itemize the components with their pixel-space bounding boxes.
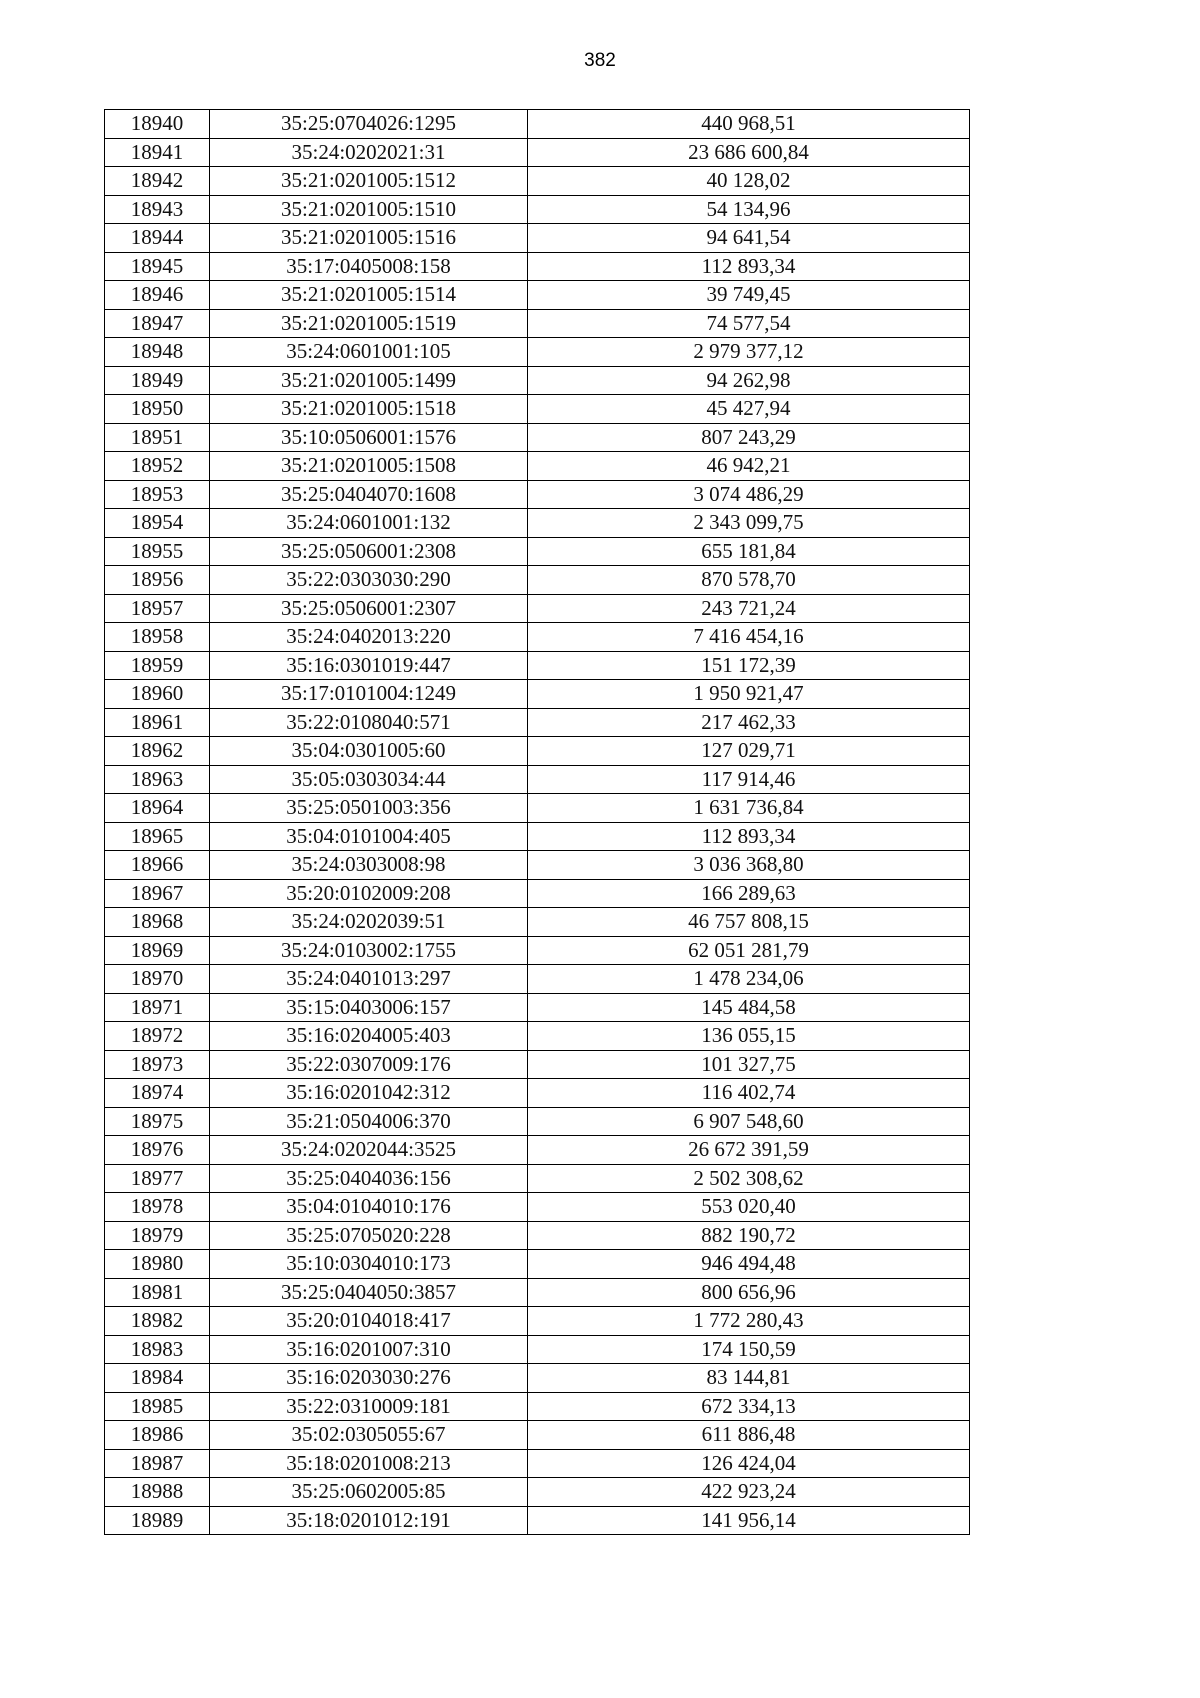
row-number-cell: 18977: [105, 1164, 210, 1193]
row-number-cell: 18947: [105, 309, 210, 338]
cadastral-number-cell: 35:24:0601001:132: [210, 509, 528, 538]
cadastral-number-cell: 35:24:0202039:51: [210, 908, 528, 937]
cadastral-number-cell: 35:10:0506001:1576: [210, 423, 528, 452]
cadastral-number-cell: 35:16:0301019:447: [210, 651, 528, 680]
cadastral-number-cell: 35:05:0303034:44: [210, 765, 528, 794]
table-row: [105, 1335, 970, 1364]
cadastral-number-cell: 35:21:0201005:1518: [210, 395, 528, 424]
cadastral-value-cell: 116 402,74: [528, 1079, 970, 1108]
row-number-cell: 18940: [105, 110, 210, 139]
table-row: [105, 936, 970, 965]
row-number-cell: 18972: [105, 1022, 210, 1051]
row-number-cell: 18955: [105, 537, 210, 566]
cadastral-number-cell: 35:04:0104010:176: [210, 1193, 528, 1222]
table-body: [105, 110, 970, 1535]
table-row: [105, 737, 970, 766]
cadastral-number-cell: 35:24:0401013:297: [210, 965, 528, 994]
row-number-cell: 18986: [105, 1421, 210, 1450]
table-row: [105, 651, 970, 680]
cadastral-value-cell: 243 721,24: [528, 594, 970, 623]
cadastral-number-cell: 35:16:0201042:312: [210, 1079, 528, 1108]
row-number-cell: 18974: [105, 1079, 210, 1108]
row-number-cell: 18953: [105, 480, 210, 509]
cadastral-value-cell: 23 686 600,84: [528, 138, 970, 167]
cadastral-value-cell: 2 502 308,62: [528, 1164, 970, 1193]
cadastral-value-cell: 112 893,34: [528, 822, 970, 851]
cadastral-number-cell: 35:24:0303008:98: [210, 851, 528, 880]
row-number-cell: 18973: [105, 1050, 210, 1079]
table-row: [105, 423, 970, 452]
row-number-cell: 18942: [105, 167, 210, 196]
row-number-cell: 18948: [105, 338, 210, 367]
table-row: [105, 879, 970, 908]
row-number-cell: 18941: [105, 138, 210, 167]
table-row: [105, 281, 970, 310]
cadastral-value-cell: 3 074 486,29: [528, 480, 970, 509]
cadastral-number-cell: 35:20:0102009:208: [210, 879, 528, 908]
cadastral-number-cell: 35:17:0405008:158: [210, 252, 528, 281]
cadastral-value-cell: 26 672 391,59: [528, 1136, 970, 1165]
row-number-cell: 18956: [105, 566, 210, 595]
cadastral-number-cell: 35:24:0601001:105: [210, 338, 528, 367]
cadastral-number-cell: 35:21:0201005:1512: [210, 167, 528, 196]
row-number-cell: 18952: [105, 452, 210, 481]
table-row: [105, 1364, 970, 1393]
table-row: [105, 566, 970, 595]
cadastral-number-cell: 35:25:0404036:156: [210, 1164, 528, 1193]
cadastral-number-cell: 35:10:0304010:173: [210, 1250, 528, 1279]
table-row: [105, 509, 970, 538]
row-number-cell: 18944: [105, 224, 210, 253]
cadastral-number-cell: 35:22:0303030:290: [210, 566, 528, 595]
cadastral-number-cell: 35:25:0704026:1295: [210, 110, 528, 139]
table-row: [105, 680, 970, 709]
row-number-cell: 18968: [105, 908, 210, 937]
row-number-cell: 18949: [105, 366, 210, 395]
row-number-cell: 18943: [105, 195, 210, 224]
cadastral-number-cell: 35:16:0204005:403: [210, 1022, 528, 1051]
cadastral-value-cell: 1 772 280,43: [528, 1307, 970, 1336]
table-row: [105, 1421, 970, 1450]
cadastral-number-cell: 35:15:0403006:157: [210, 993, 528, 1022]
table-row: [105, 167, 970, 196]
table-row: [105, 765, 970, 794]
cadastral-number-cell: 35:21:0201005:1514: [210, 281, 528, 310]
cadastral-value-cell: 1 631 736,84: [528, 794, 970, 823]
table-row: [105, 1250, 970, 1279]
row-number-cell: 18981: [105, 1278, 210, 1307]
row-number-cell: 18964: [105, 794, 210, 823]
cadastral-number-cell: 35:18:0201012:191: [210, 1506, 528, 1535]
cadastral-value-cell: 800 656,96: [528, 1278, 970, 1307]
table-row: [105, 594, 970, 623]
row-number-cell: 18951: [105, 423, 210, 452]
table-row: [105, 480, 970, 509]
cadastral-value-cell: 7 416 454,16: [528, 623, 970, 652]
cadastral-number-cell: 35:22:0108040:571: [210, 708, 528, 737]
cadastral-number-cell: 35:02:0305055:67: [210, 1421, 528, 1450]
cadastral-number-cell: 35:24:0103002:1755: [210, 936, 528, 965]
cadastral-value-cell: 94 641,54: [528, 224, 970, 253]
row-number-cell: 18945: [105, 252, 210, 281]
row-number-cell: 18984: [105, 1364, 210, 1393]
table-row: [105, 1506, 970, 1535]
cadastral-number-cell: 35:22:0307009:176: [210, 1050, 528, 1079]
cadastral-value-cell: 112 893,34: [528, 252, 970, 281]
cadastral-value-cell: 807 243,29: [528, 423, 970, 452]
cadastral-value-cell: 94 262,98: [528, 366, 970, 395]
cadastral-number-cell: 35:16:0203030:276: [210, 1364, 528, 1393]
table-row: [105, 794, 970, 823]
page-number: 382: [584, 50, 616, 71]
cadastral-value-cell: 117 914,46: [528, 765, 970, 794]
row-number-cell: 18980: [105, 1250, 210, 1279]
cadastral-number-cell: 35:04:0301005:60: [210, 737, 528, 766]
cadastral-value-cell: 101 327,75: [528, 1050, 970, 1079]
cadastral-value-cell: 74 577,54: [528, 309, 970, 338]
row-number-cell: 18982: [105, 1307, 210, 1336]
row-number-cell: 18983: [105, 1335, 210, 1364]
table-row: [105, 1307, 970, 1336]
cadastral-value-cell: 3 036 368,80: [528, 851, 970, 880]
cadastral-number-cell: 35:25:0506001:2308: [210, 537, 528, 566]
cadastral-value-cell: 45 427,94: [528, 395, 970, 424]
table-row: [105, 822, 970, 851]
table-row: [105, 224, 970, 253]
cadastral-value-cell: 174 150,59: [528, 1335, 970, 1364]
row-number-cell: 18985: [105, 1392, 210, 1421]
table-row: [105, 1022, 970, 1051]
cadastral-value-cell: 126 424,04: [528, 1449, 970, 1478]
table-row: [105, 1050, 970, 1079]
table-row: [105, 252, 970, 281]
cadastral-number-cell: 35:25:0705020:228: [210, 1221, 528, 1250]
row-number-cell: 18950: [105, 395, 210, 424]
cadastral-value-cell: 1 950 921,47: [528, 680, 970, 709]
row-number-cell: 18969: [105, 936, 210, 965]
row-number-cell: 18966: [105, 851, 210, 880]
table-row: [105, 1136, 970, 1165]
cadastral-value-cell: 39 749,45: [528, 281, 970, 310]
row-number-cell: 18960: [105, 680, 210, 709]
row-number-cell: 18978: [105, 1193, 210, 1222]
cadastral-value-cell: 6 907 548,60: [528, 1107, 970, 1136]
table-row: [105, 1478, 970, 1507]
row-number-cell: 18971: [105, 993, 210, 1022]
table-row: [105, 1079, 970, 1108]
table-row: [105, 1107, 970, 1136]
row-number-cell: 18970: [105, 965, 210, 994]
row-number-cell: 18946: [105, 281, 210, 310]
cadastral-value-cell: 672 334,13: [528, 1392, 970, 1421]
cadastral-value-cell: 83 144,81: [528, 1364, 970, 1393]
row-number-cell: 18988: [105, 1478, 210, 1507]
cadastral-value-cell: 141 956,14: [528, 1506, 970, 1535]
cadastral-number-cell: 35:25:0602005:85: [210, 1478, 528, 1507]
cadastral-value-cell: 145 484,58: [528, 993, 970, 1022]
cadastral-value-cell: 422 923,24: [528, 1478, 970, 1507]
cadastral-number-cell: 35:22:0310009:181: [210, 1392, 528, 1421]
table-row: [105, 1392, 970, 1421]
cadastral-value-table: [104, 109, 970, 1535]
table-row: [105, 1193, 970, 1222]
cadastral-number-cell: 35:25:0501003:356: [210, 794, 528, 823]
cadastral-value-cell: 40 128,02: [528, 167, 970, 196]
cadastral-value-cell: 127 029,71: [528, 737, 970, 766]
row-number-cell: 18989: [105, 1506, 210, 1535]
cadastral-value-cell: 2 343 099,75: [528, 509, 970, 538]
table-row: [105, 851, 970, 880]
table-row: [105, 452, 970, 481]
cadastral-value-cell: 136 055,15: [528, 1022, 970, 1051]
table-row: [105, 993, 970, 1022]
cadastral-number-cell: 35:17:0101004:1249: [210, 680, 528, 709]
row-number-cell: 18959: [105, 651, 210, 680]
table-row: [105, 338, 970, 367]
row-number-cell: 18987: [105, 1449, 210, 1478]
cadastral-number-cell: 35:24:0402013:220: [210, 623, 528, 652]
cadastral-value-cell: 440 968,51: [528, 110, 970, 139]
cadastral-number-cell: 35:04:0101004:405: [210, 822, 528, 851]
cadastral-value-cell: 62 051 281,79: [528, 936, 970, 965]
row-number-cell: 18954: [105, 509, 210, 538]
cadastral-number-cell: 35:24:0202021:31: [210, 138, 528, 167]
cadastral-value-cell: 46 757 808,15: [528, 908, 970, 937]
row-number-cell: 18976: [105, 1136, 210, 1165]
row-number-cell: 18963: [105, 765, 210, 794]
cadastral-number-cell: 35:20:0104018:417: [210, 1307, 528, 1336]
table-row: [105, 138, 970, 167]
cadastral-value-cell: 217 462,33: [528, 708, 970, 737]
cadastral-number-cell: 35:21:0201005:1508: [210, 452, 528, 481]
cadastral-number-cell: 35:21:0201005:1499: [210, 366, 528, 395]
cadastral-value-cell: 611 886,48: [528, 1421, 970, 1450]
table-row: [105, 908, 970, 937]
cadastral-value-cell: 166 289,63: [528, 879, 970, 908]
cadastral-value-cell: 870 578,70: [528, 566, 970, 595]
cadastral-value-cell: 46 942,21: [528, 452, 970, 481]
table-row: [105, 623, 970, 652]
cadastral-number-cell: 35:18:0201008:213: [210, 1449, 528, 1478]
row-number-cell: 18961: [105, 708, 210, 737]
cadastral-value-cell: 2 979 377,12: [528, 338, 970, 367]
cadastral-number-cell: 35:25:0506001:2307: [210, 594, 528, 623]
cadastral-number-cell: 35:16:0201007:310: [210, 1335, 528, 1364]
cadastral-value-cell: 655 181,84: [528, 537, 970, 566]
row-number-cell: 18962: [105, 737, 210, 766]
table-row: [105, 1449, 970, 1478]
table-row: [105, 1164, 970, 1193]
table-row: [105, 1278, 970, 1307]
cadastral-number-cell: 35:21:0504006:370: [210, 1107, 528, 1136]
cadastral-number-cell: 35:25:0404070:1608: [210, 480, 528, 509]
cadastral-value-cell: 946 494,48: [528, 1250, 970, 1279]
cadastral-value-cell: 882 190,72: [528, 1221, 970, 1250]
row-number-cell: 18979: [105, 1221, 210, 1250]
row-number-cell: 18958: [105, 623, 210, 652]
cadastral-number-cell: 35:25:0404050:3857: [210, 1278, 528, 1307]
table-row: [105, 110, 970, 139]
cadastral-number-cell: 35:21:0201005:1519: [210, 309, 528, 338]
cadastral-value-cell: 54 134,96: [528, 195, 970, 224]
table-row: [105, 708, 970, 737]
table-row: [105, 965, 970, 994]
table-row: [105, 195, 970, 224]
table-row: [105, 395, 970, 424]
table-row: [105, 366, 970, 395]
cadastral-value-cell: 553 020,40: [528, 1193, 970, 1222]
cadastral-value-cell: 1 478 234,06: [528, 965, 970, 994]
table-row: [105, 537, 970, 566]
cadastral-value-cell: 151 172,39: [528, 651, 970, 680]
row-number-cell: 18965: [105, 822, 210, 851]
row-number-cell: 18967: [105, 879, 210, 908]
row-number-cell: 18975: [105, 1107, 210, 1136]
table-row: [105, 1221, 970, 1250]
cadastral-number-cell: 35:21:0201005:1510: [210, 195, 528, 224]
cadastral-number-cell: 35:21:0201005:1516: [210, 224, 528, 253]
row-number-cell: 18957: [105, 594, 210, 623]
table-row: [105, 309, 970, 338]
cadastral-number-cell: 35:24:0202044:3525: [210, 1136, 528, 1165]
